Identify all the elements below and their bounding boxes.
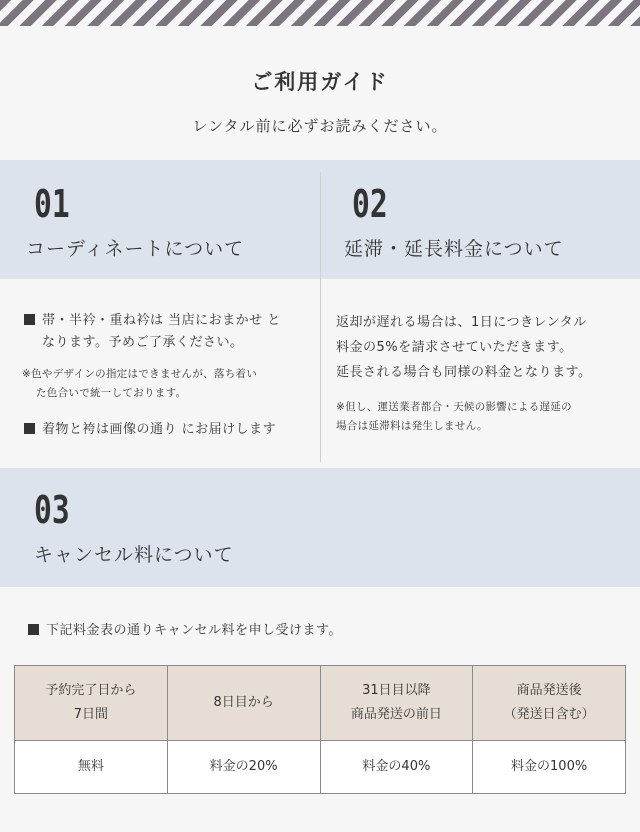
bullet-square-icon bbox=[24, 423, 35, 434]
section-heading-late-fee: 延滞・延長料金について bbox=[344, 238, 564, 260]
table-cell: 料金の40% bbox=[320, 741, 473, 794]
table-row bbox=[15, 741, 626, 794]
column-divider bbox=[320, 172, 321, 462]
table-header-cell: 予約完了日から 7日間 bbox=[15, 666, 168, 741]
page-subtitle: レンタル前に必ずお読みください。 bbox=[192, 117, 448, 135]
table-header-cell: 8日目から bbox=[167, 666, 320, 741]
section-heading-coordinate: コーディネートについて bbox=[26, 238, 245, 260]
table-header-cell: 31日目以降 商品発送の前日 bbox=[320, 666, 473, 741]
coordinate-item-kimono: 着物と袴は画像の通り にお届けします bbox=[24, 419, 276, 441]
coordinate-note: ※色やデザインの指定はできませんが、落ち着い た色合いで統一しております。 bbox=[22, 368, 258, 399]
table-header-cell: 商品発送後 （発送日含む） bbox=[473, 666, 626, 741]
cancel-fee-table bbox=[14, 665, 626, 794]
late-fee-description: 返却が遅れる場合は、1日につきレンタル 料金の5%を請求させていただきます。 延長される場合も同様の料金となります。 bbox=[336, 315, 592, 380]
section-band-03 bbox=[0, 468, 640, 587]
table-cell: 料金の20% bbox=[167, 741, 320, 794]
table-header-row bbox=[15, 666, 626, 741]
section-heading-cancel: キャンセル料について bbox=[34, 544, 234, 566]
cancel-intro: 下記料金表の通りキャンセル料を申し受けます。 bbox=[28, 620, 342, 642]
page-title: ご利用ガイド bbox=[251, 69, 389, 94]
section-number-02: 02 bbox=[352, 182, 388, 226]
bullet-square-icon bbox=[28, 624, 39, 635]
table-cell: 料金の100% bbox=[473, 741, 626, 794]
section-number-01: 01 bbox=[34, 182, 70, 226]
table-cell: 無料 bbox=[15, 741, 168, 794]
section-number-03: 03 bbox=[34, 488, 70, 532]
coordinate-item-obi: 帯・半衿・重ね衿は 当店におまかせ と なります。予めご了承ください。 bbox=[24, 310, 281, 354]
bullet-square-icon bbox=[24, 314, 35, 325]
late-fee-note: ※但し、運送業者都合・天候の影響による遅延の 場合は延滞料は発生しません。 bbox=[336, 401, 572, 432]
decorative-stripe-band bbox=[0, 0, 640, 26]
